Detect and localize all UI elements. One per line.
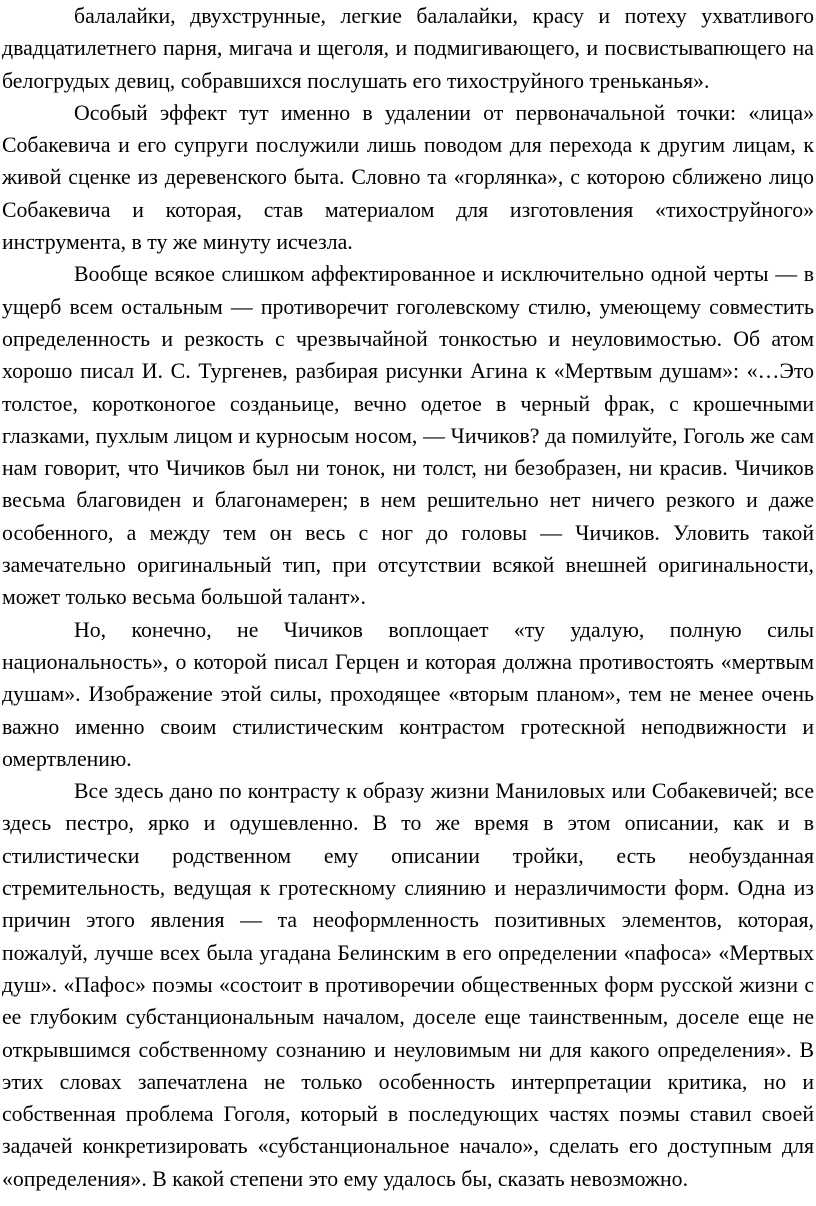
paragraph: Но, конечно, не Чичиков воплощает «ту удалую, полную силы национальность», о которой писал Герцен и которая должна противостоять «мертвым душам». Изображение этой силы, проходящее «вторым планом», тем не менее очень важно именно своим стилистическим контрастом гротескной неподвижности и омертвлению. [2,617,814,771]
document-body [2,0,814,1195]
paragraph: Вообще всякое слишком аффектированное и исключительно одной черты — в ущерб всем остальным — противоречит гоголевскому стилю, умеющему совместить определенность и резкость с чрезвычайной тонкостью и неуловимостью. Об атом хорошо писал И. С. Тургенев, разбирая рисунки Агина к «Мертвым душам»: «…Это толстое, коротконогое созданьице, вечно одетое в черный фрак, с крошечными глазками, пухлым лицом и курносым носом, — Чичиков? да помилуйте, Гоголь же сам нам говорит, что Чичиков был ни тонок, ни толст, ни безобразен, ни красив. Чичиков весьма благовиден и благонамерен; в нем решительно нет ничего резкого и даже особенного, а между тем он весь с ног до головы — Чичиков. Уловить такой замечательно оригинальный тип, при отсутствии всякой внешней оригинальности, может только весьма большой талант». [2,262,814,610]
paragraph-continuation: балалайки, двухструнные, легкие балалайки, красу и потеху ухватливого двадцатилетнего парня, мигача и щеголя, и подмигивающего, и посвистывапющего на белогрудых девиц, собравшихся послушать его тихоструйного треньканья». [2,4,814,93]
paragraph: Особый эффект тут именно в удалении от первоначальной точки: «лица» Собакевича и его супруги послужили лишь поводом для перехода к другим лицам, к живой сценке из деревенского быта. Словно та «горлянка», с которою сближено лицо Собакевича и которая, став материалом для изготовления «тихоструйного» инструмента, в ту же минуту исчезла. [2,100,814,255]
paragraph: Все здесь дано по контрасту к образу жизни Маниловых или Собакевичей; все здесь пестро, ярко и одушевленно. В то же время в этом описании, как и в стилистически родственном ему описании тройки, есть необузданная стремительность, ведущая к гротескному слиянию и неразличимости форм. Одна из причин этого явления — та неоформленность позитивных элементов, которая, пожалуй, лучше всех была угадана Белинским в его определении «пафоса» «Мертвых душ». «Пафос» поэмы «состоит в противоречии общественных форм русской жизни с ее глубоким субстанциональным началом, доселе еще таинственным, доселе еще не открывшимся собственному сознанию и неуловимым ни для какого определения». В этих словах запечатлена не только особенность интерпретации критика, но и собственная проблема Гоголя, который в последующих частях поэмы ставил своей задачей конкретизировать «субстанциональное начало», сделать его доступным для «определения». В какой степени это ему удалось бы, сказать невозможно. [2,779,814,1191]
